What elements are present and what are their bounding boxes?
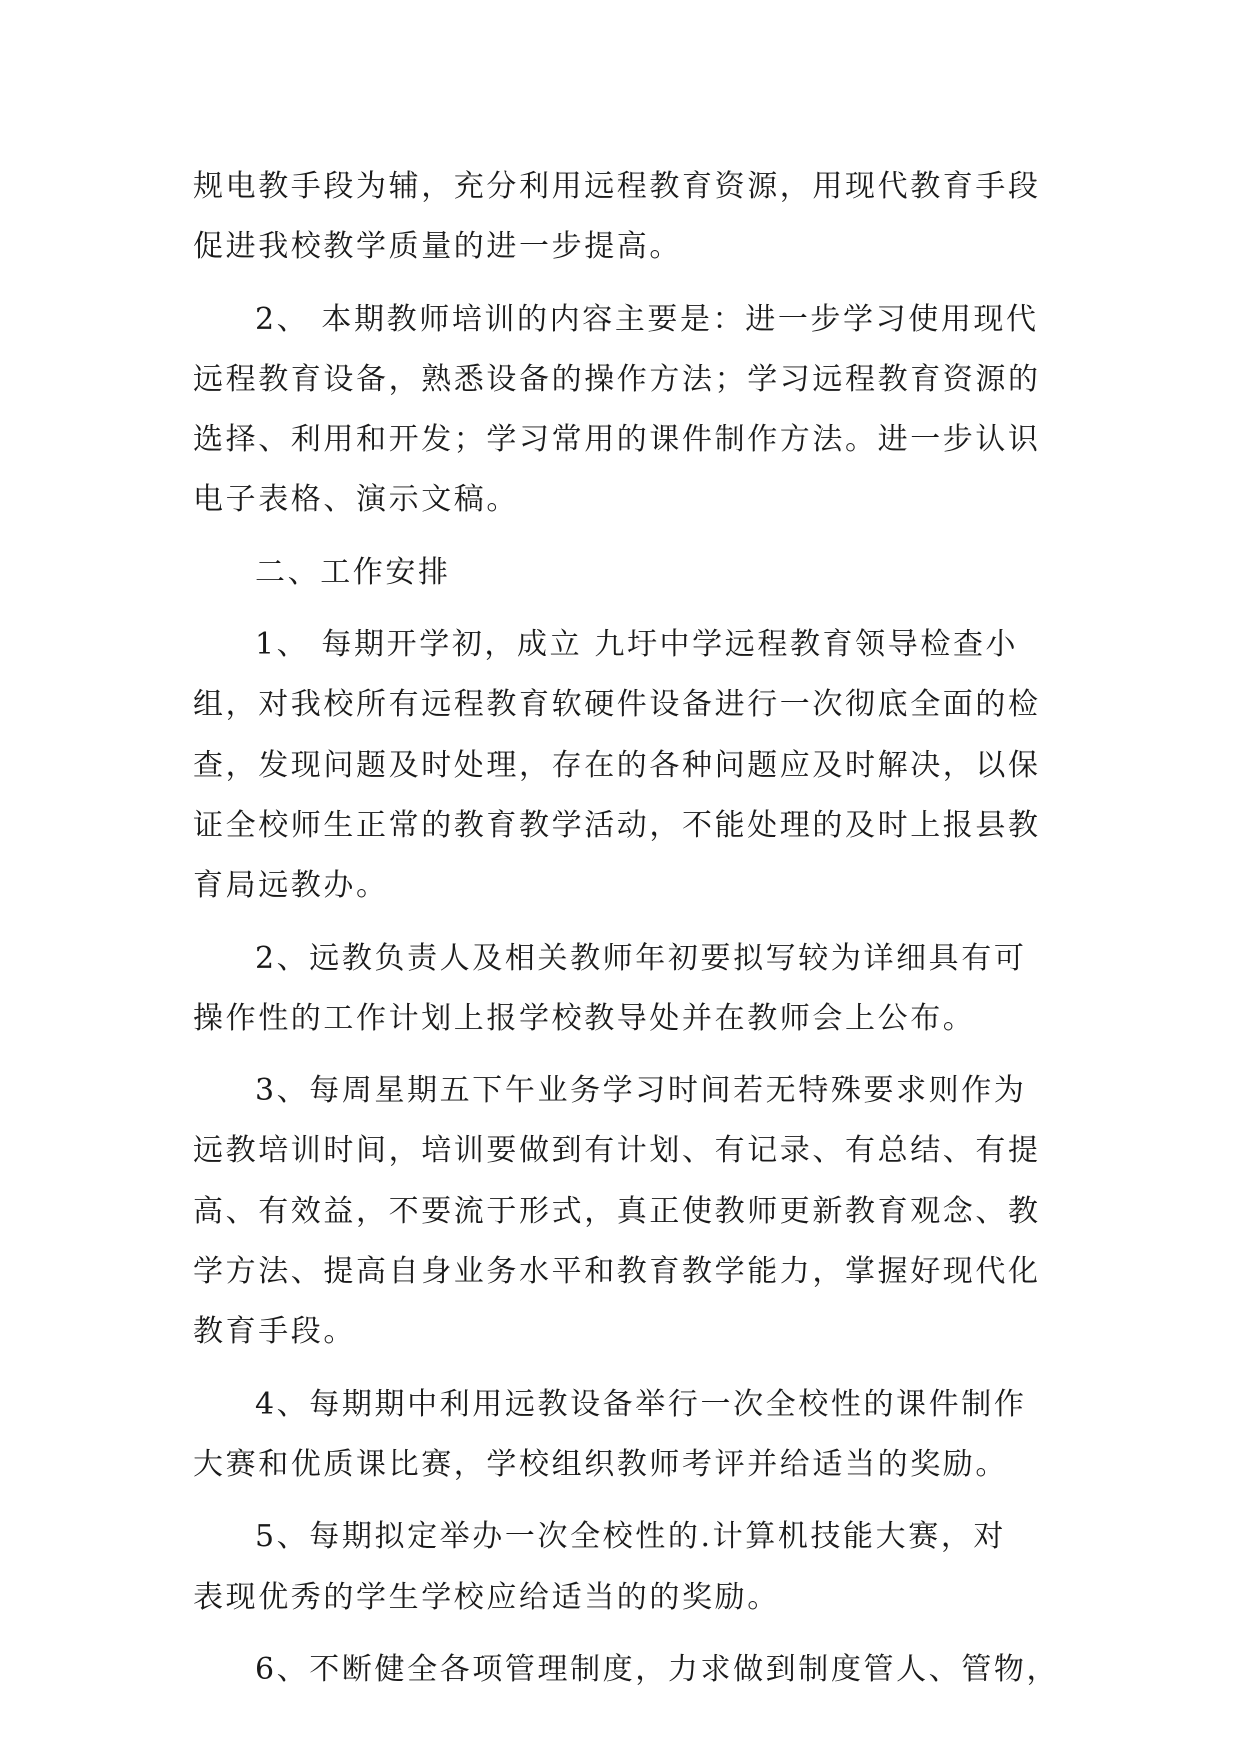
text-line: 5、每期拟定举办一次全校性的.计算机技能大赛，对 [255,1519,1007,1555]
document-body [193,157,1060,1700]
text-line: 远程教育设备，熟悉设备的操作方法；学习远程教育资源的 [193,361,1041,397]
text-line: 2、 本期教师培训的内容主要是：进一步学习使用现代 [255,301,1039,337]
paragraph [193,290,1053,543]
text-line: 4、每期期中利用远教设备举行一次全校性的课件制作 [255,1386,1027,1422]
text-line: 表现优秀的学生学校应给适当的的奖励。 [193,1579,780,1615]
text-line: 2、远教负责人及相关教师年初要拟写较为详细具有可 [255,940,1027,976]
text-line: 选择、利用和开发；学习常用的课件制作方法。进一步认识 [193,422,1041,458]
text-line: 育局远教办。 [193,868,389,904]
text-line: 大赛和优质课比赛，学校组织教师考评并给适当的奖励。 [193,1446,1008,1482]
text-line: 二、工作安排 [255,554,451,590]
text-line: 学方法、提高自身业务水平和教育教学能力，掌握好现代化 [193,1254,1041,1290]
text-line: 规电教手段为辅，充分利用远程教育资源，用现代教育手段 [193,169,1041,204]
text-line: 查，发现问题及时处理，存在的各种问题应及时解决，以保 [193,747,1041,783]
paragraph [193,929,1053,1062]
paragraph [193,615,1053,928]
text-line: 证全校师生正常的教育教学活动，不能处理的及时上报县教 [193,807,1041,843]
text-line: 操作性的工作计划上报学校教导处并在教师会上公布。 [193,1000,976,1036]
text-line: 电子表格、演示文稿。 [193,482,519,518]
text-line: 组，对我校所有远程教育软硬件设备进行一次彻底全面的检 [193,687,1041,723]
paragraph [193,1640,1060,1700]
text-line: 6、不断健全各项管理制度，力求做到制度管人、管物， [255,1651,1060,1687]
paragraph [193,543,1053,615]
paragraph [193,1061,1053,1374]
paragraph [193,1375,1053,1508]
text-line: 高、有效益，不要流于形式，真正使教师更新教育观念、教 [193,1193,1041,1229]
text-line: 促进我校教学质量的进一步提高。 [193,229,682,265]
text-line: 3、每周星期五下午业务学习时间若无特殊要求则作为 [255,1073,1027,1109]
text-line: 1、 每期开学初，成立 九圩中学远程教育领导检查小 [255,627,1019,663]
text-line: 教育手段。 [193,1314,356,1350]
paragraph [193,157,1053,290]
text-line: 远教培训时间，培训要做到有计划、有记录、有总结、有提 [193,1133,1041,1169]
paragraph [193,1507,1053,1640]
